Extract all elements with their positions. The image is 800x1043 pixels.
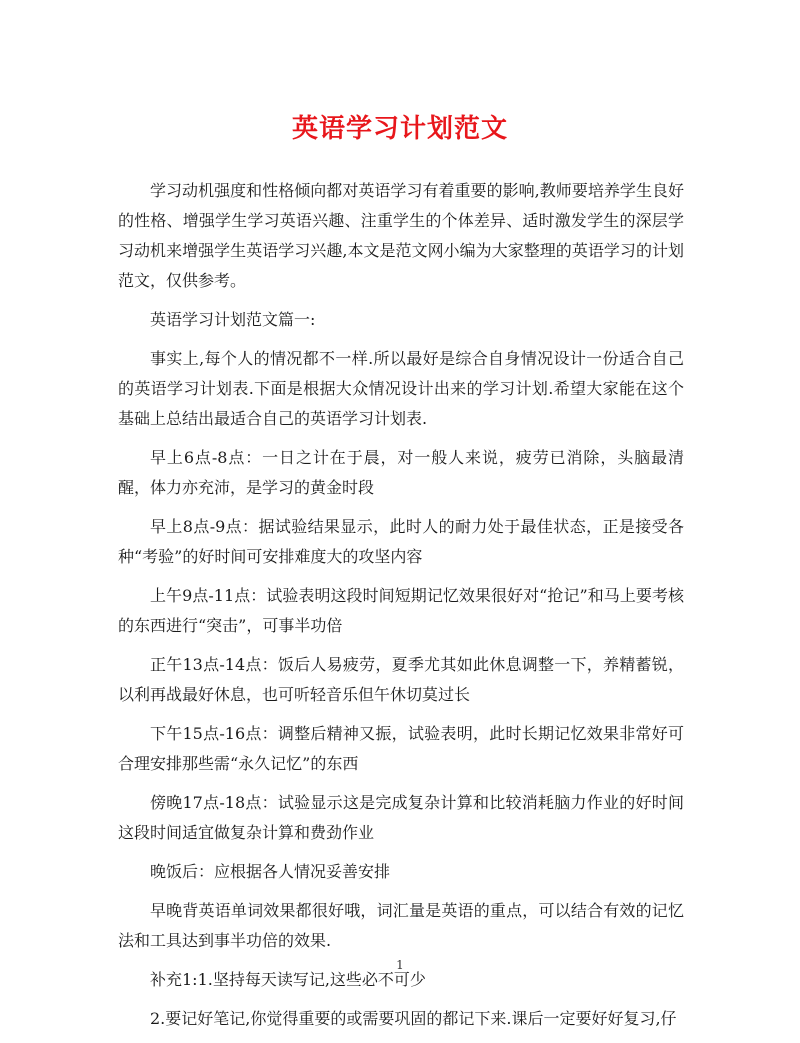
paragraph-overview: 事实上,每个人的情况都不一样.所以最好是综合自身情况设计一份适合自己的英语学习计划表.下面是根据大众情况设计出来的学习计划.希望大家能在这个基础上总结出最适合自己的英语学习计划表. — [118, 349, 684, 428]
paragraph-vocabulary: 早晚背英语单词效果都很好哦，词汇量是英语的重点，可以结合有效的记忆法和工具达到事半功倍的效果. — [118, 901, 684, 950]
paragraph-intro: 学习动机强度和性格倾向都对英语学习有着重要的影响,教师要培养学生良好的性格、增强学生学习英语兴趣、注重学生的个体差异、适时激发学生的深层学习动机来增强学生英语学习兴趣,本文是范文网小编为大家整理的英语学习的计划范文，仅供参考。 — [118, 181, 684, 290]
paragraph-supplement-1: 补充1:1.坚持每天读写记,这些必不可少 — [150, 970, 426, 989]
page-number: 1 — [396, 958, 404, 972]
paragraph-after-dinner: 晚饭后：应根据各人情况妥善安排 — [150, 862, 391, 881]
paragraph-supplement-2: 2.要记好笔记,你觉得重要的或需要巩固的都记下来.课后一定要好好复习,仔 — [150, 1009, 677, 1028]
document-body — [118, 176, 684, 1043]
paragraph-schedule-17-18: 傍晚17点-18点：试验显示这是完成复杂计算和比较消耗脑力作业的好时间这段时间适宜做复杂计算和费劲作业 — [118, 793, 684, 842]
paragraph-schedule-9-11: 上午9点-11点：试验表明这段时间短期记忆效果很好对“抢记”和马上要考核的东西进行“突击”，可事半功倍 — [118, 586, 684, 635]
paragraph-schedule-13-14: 正午13点-14点：饭后人易疲劳，夏季尤其如此休息调整一下，养精蓄锐，以利再战最好休息，也可听轻音乐但午休切莫过长 — [118, 655, 684, 704]
paragraph-schedule-8-9: 早上8点-9点：据试验结果显示，此时人的耐力处于最佳状态，正是接受各种“考验”的好时间可安排难度大的攻坚内容 — [118, 517, 684, 566]
paragraph-schedule-6-8: 早上6点-8点：一日之计在于晨，对一般人来说，疲劳已消除，头脑最清醒，体力亦充沛，是学习的黄金时段 — [118, 448, 684, 497]
paragraph-schedule-15-16: 下午15点-16点：调整后精神又振，试验表明，此时长期记忆效果非常好可合理安排那些需“永久记忆”的东西 — [118, 724, 684, 773]
paragraph-section-heading: 英语学习计划范文篇一: — [150, 310, 316, 329]
document-title: 英语学习计划范文 — [291, 114, 508, 144]
